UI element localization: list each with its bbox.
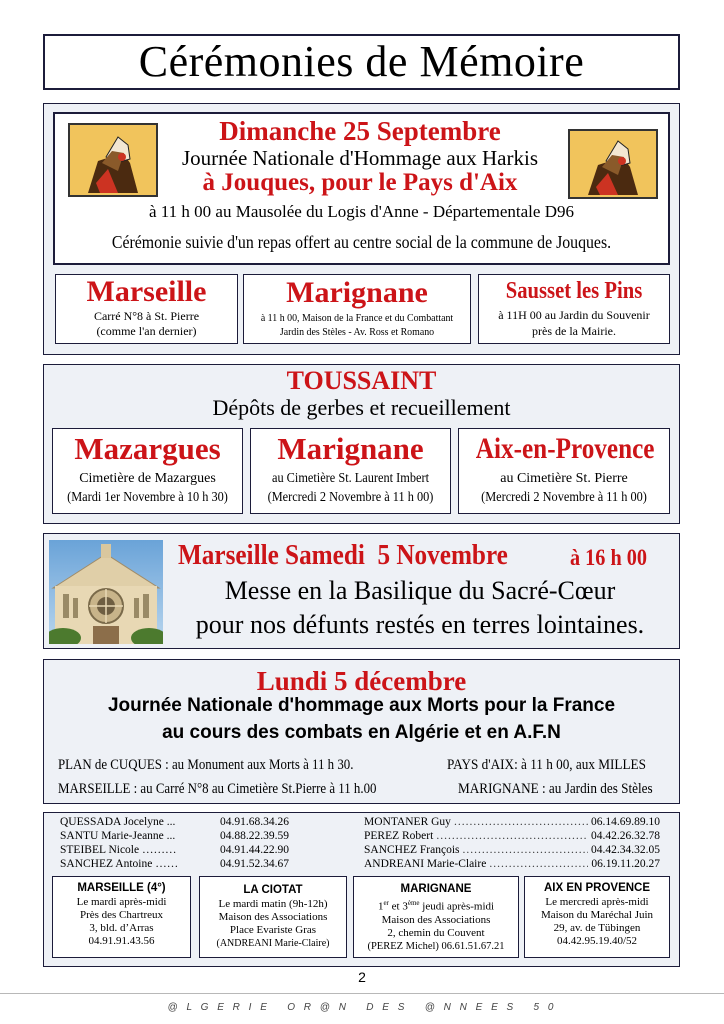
office-title: MARSEILLE (4°): [77, 882, 166, 894]
decembre-plan-de-cuques: PLAN de CUQUES : au Monument aux Morts à 11 h 30.: [58, 757, 354, 773]
toussaint-subtitle: Dépôts de gerbes et recueillement: [212, 395, 511, 420]
city-detail: près de la Mairie.: [532, 324, 616, 338]
city-name: Marignane: [277, 431, 424, 466]
page-title: Cérémonies de Mémoire: [138, 37, 585, 86]
contact-name: SANCHEZ Antoine ……: [60, 858, 179, 870]
contact-phone: 04.42.34.32.05: [591, 844, 660, 856]
harkis-city-marseille: [55, 274, 238, 344]
city-detail: (Mardi 1er Novembre à 10 h 30): [67, 490, 228, 505]
city-detail: (comme l'an dernier): [96, 324, 197, 338]
office-detail: Le mardi après-midi: [76, 896, 167, 908]
city-detail: (Mercredi 2 Novembre à 11 h 00): [481, 490, 647, 505]
list-item: [60, 815, 310, 829]
harkis-city-marignane: [243, 274, 471, 344]
city-detail: au Cimetière St. Laurent Imbert: [271, 471, 430, 486]
contact-phone: 04.91.52.34.67: [220, 858, 289, 870]
contact-name: STEIBEL Nicole ………: [60, 844, 177, 856]
city-detail: Carré N°8 à St. Pierre: [93, 309, 200, 323]
decembre-pays-aix: PAYS d'AIX: à 11 h 00, aux MILLES: [447, 757, 646, 773]
office-title: LA CIOTAT: [243, 884, 303, 896]
office-detail: (PEREZ Michel) 06.61.51.67.21: [367, 940, 505, 952]
decembre-marignane: MARIGNANE : au Jardin des Stèles: [458, 781, 653, 797]
harki-portrait-icon: [568, 129, 658, 199]
harkis-detail: à 11 h 00 au Mausolée du Logis d'Anne - Départementale D96: [149, 202, 574, 221]
contact-name: PEREZ Robert: [364, 830, 434, 842]
contact-phone: 04.91.68.34.26: [220, 816, 289, 828]
contacts-right-list: [364, 815, 660, 871]
city-detail: au Cimetière St. Pierre: [500, 471, 628, 486]
decembre-date: Lundi 5 décembre: [256, 666, 467, 696]
harkis-date: Dimanche 25 Septembre: [219, 116, 501, 146]
list-item: [60, 829, 310, 843]
decembre-line2: au cours des combats en Algérie et en A.F.N: [162, 722, 561, 743]
harkis-meal: Cérémonie suivie d'un repas offert au centre social de la commune de Jouques.: [111, 232, 612, 252]
list-item: [364, 843, 660, 857]
office-detail: 04.42.95.19.40/52: [556, 935, 638, 947]
city-detail: (Mercredi 2 Novembre à 11 h 00): [267, 490, 434, 505]
contact-phone: 06.14.69.89.10: [591, 816, 660, 828]
page-number: 2: [358, 969, 366, 985]
city-name: Marignane: [286, 276, 428, 309]
messe-time: à 16 h 00: [570, 545, 648, 570]
list-item: [364, 829, 660, 843]
office-detail: Maison des Associations: [218, 911, 328, 923]
office-marignane: [353, 876, 519, 958]
contact-name: MONTANER Guy: [364, 816, 451, 828]
contact-name: SANTU Marie-Jeanne ...: [60, 830, 176, 842]
decembre-marseille: MARSEILLE : au Carré N°8 au Cimetière St.Pierre à 11 h.00: [58, 781, 377, 797]
messe-title: Marseille Samedi 5 Novembre: [178, 540, 508, 571]
office-detail: Maison des Associations: [381, 913, 491, 926]
office-title: MARIGNANE: [400, 883, 472, 895]
toussaint-city-marignane: [250, 428, 451, 514]
office-detail: 29, av. de Tübingen: [553, 922, 641, 934]
decembre-line1: Journée Nationale d'hommage aux Morts pour la France: [107, 695, 616, 716]
contact-phone: 06.19.11.20.27: [591, 858, 660, 870]
harkis-subtitle: Journée Nationale d'Hommage aux Harkis: [181, 146, 538, 170]
list-item: [364, 815, 660, 829]
title-banner: [43, 34, 680, 90]
list-item: [60, 843, 310, 857]
contact-name: SANCHEZ François: [364, 844, 460, 856]
office-la-ciotat: [199, 876, 347, 958]
city-name: Aix-en-Provence: [475, 432, 655, 465]
city-detail: à 11 h 00, Maison de la France et du Combattant: [260, 312, 454, 324]
office-marseille: [52, 876, 191, 958]
office-detail: Maison du Maréchal Juin: [540, 909, 654, 921]
messe-line2: pour nos défunts restés en terres lointaines.: [195, 610, 645, 639]
contact-phone: 04.91.44.22.90: [220, 844, 289, 856]
harkis-place: à Jouques, pour le Pays d'Aix: [202, 169, 518, 196]
city-name: Sausset les Pins: [505, 278, 643, 304]
office-detail: (ANDREANI Marie-Claire): [216, 938, 330, 949]
city-detail: à 11H 00 au Jardin du Souvenir: [498, 308, 650, 322]
toussaint-city-aix: [458, 428, 670, 514]
contacts-left-list: [60, 815, 310, 871]
office-detail: Le mercredi après-midi: [545, 896, 649, 908]
contact-phone: 04.88.22.39.59: [220, 830, 289, 842]
city-name: Marseille: [86, 275, 207, 308]
city-detail: Cimetière de Mazargues: [79, 471, 216, 486]
toussaint-city-mazargues: [52, 428, 243, 514]
list-item: [364, 857, 660, 871]
office-title: AIX EN PROVENCE: [543, 882, 651, 894]
contact-name: QUESSADA Jocelyne ...: [60, 816, 176, 828]
toussaint-title: TOUSSAINT: [286, 366, 437, 395]
office-detail: Place Evariste Gras: [229, 924, 317, 936]
list-item: [60, 857, 310, 871]
office-detail: 2, chemin du Couvent: [387, 926, 485, 939]
footer-text: @ L G E R I E O R @ N D E S @ N N E E S 5 0: [167, 1002, 557, 1013]
harki-portrait-icon: [68, 123, 158, 197]
office-detail: Près des Chartreux: [79, 909, 164, 921]
basilica-photo: [49, 540, 163, 644]
city-name: Mazargues: [74, 431, 221, 466]
superscript: er: [383, 899, 389, 907]
superscript: ème: [407, 899, 420, 907]
contact-phone: 04.42.26.32.78: [591, 830, 660, 842]
city-detail: Jardin des Stèles - Av. Ross et Romano: [279, 326, 435, 338]
harkis-city-sausset: [478, 274, 670, 344]
office-detail: 04.91.91.43.56: [88, 935, 155, 947]
messe-line1: Messe en la Basilique du Sacré-Cœur: [224, 576, 616, 605]
footer-rule: [0, 993, 724, 994]
office-detail: 3, bld. d’Arras: [89, 922, 154, 934]
contact-name: ANDREANI Marie-Claire: [364, 858, 487, 870]
office-aix: [524, 876, 670, 958]
office-detail: Le mardi matin (9h-12h): [218, 898, 328, 910]
office-detail: 1er et 3ème jeudi après-midi: [377, 899, 495, 913]
